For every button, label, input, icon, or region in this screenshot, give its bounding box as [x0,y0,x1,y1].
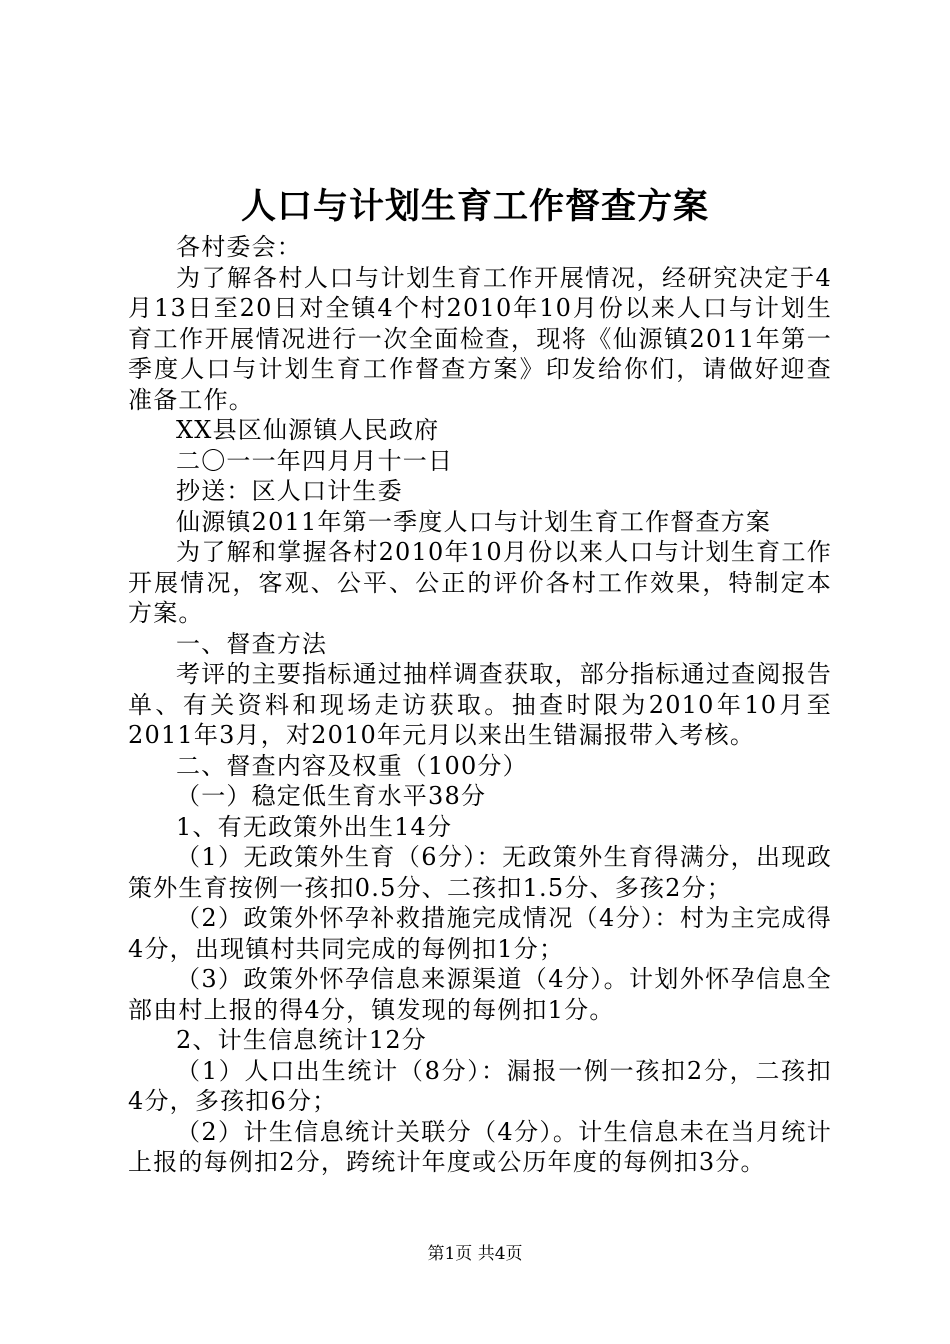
heading-item-2: 2、计生信息统计12分 [176,1026,428,1054]
document-body [128,232,832,1178]
document-title: 人口与计划生育工作督查方案 [240,186,709,227]
paragraph-item-1-2: （2）政策外怀孕补救措施完成情况（4分）：村为主完成得4分，出现镇村共同完成的每例扣1分； [128,904,832,963]
paragraph-date: 二〇一一年四月月十一日 [176,446,454,475]
paragraph-item-1-3: （3）政策外怀孕信息来源渠道（4分）。计划外怀孕信息全部由村上报的得4分，镇发现的每例扣1分。 [128,965,832,1024]
heading-method: 一、督查方法 [176,629,328,658]
paragraph-purpose: 为了解和掌握各村2010年10月份以来人口与计划生育工作开展情况，客观、公平、公正的评价各村工作效果，特制定本方案。 [128,538,832,627]
paragraph-item-1-1: （1）无政策外生育（6分）：无政策外生育得满分，出现政策外生育按例一孩扣0.5分、二孩扣1.5分、多孩2分； [128,843,832,902]
paragraph-item-2-2: （2）计生信息统计关联分（4分）。计生信息未在当月统计上报的每例扣2分，跨统计年度或公历年度的每例扣3分。 [128,1117,832,1176]
paragraph-item-2-1: （1）人口出生统计（8分）：漏报一例一孩扣2分，二孩扣4分，多孩扣6分； [128,1056,832,1115]
heading-item-1: 1、有无政策外出生14分 [176,812,453,841]
heading-content: 二、督查内容及权重（100分） [176,751,528,780]
paragraph-salutation: 各村委会： [176,233,302,261]
paragraph-method: 考评的主要指标通过抽样调查获取，部分指标通过查阅报告单、有关资料和现场走访获取。抽查时限为2010年10月至2011年3月，对2010年元月以来出生错漏报带入考核。 [128,660,832,749]
paragraph-notice: 为了解各村人口与计划生育工作开展情况，经研究决定于4月13日至20日对全镇4个村2010年10月份以来人口与计划生育工作开展情况进行一次全面检查，现将《仙源镇2011年第一季度人口与计划生育工作督查方案》印发给你们，请做好迎查准备工作。 [128,263,832,414]
page-footer: 第1页 共4页 [427,1244,523,1264]
paragraph-cc: 抄送：区人口计生委 [176,477,403,505]
paragraph-plan-title: 仙源镇2011年第一季度人口与计划生育工作督查方案 [176,507,772,536]
heading-subsection-1: （一）稳定低生育水平38分 [176,782,487,810]
paragraph-issuer: XX县区仙源镇人民政府 [176,416,440,444]
